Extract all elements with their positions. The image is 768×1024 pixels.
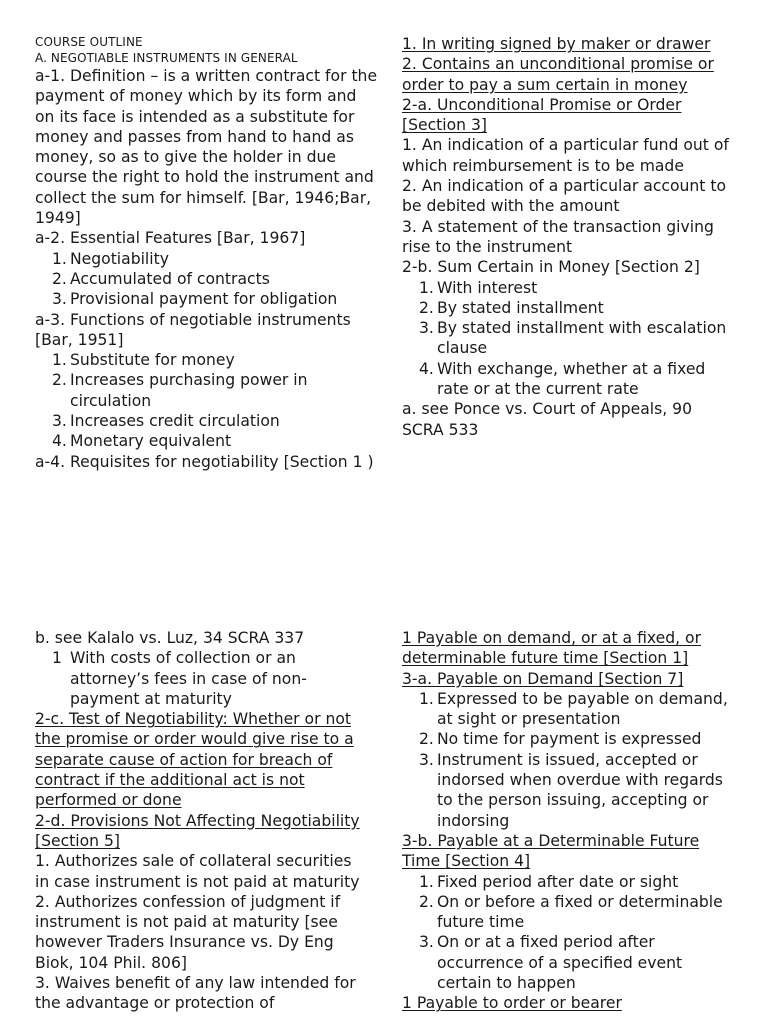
definition-paragraph: a-1. Definition – is a written contract for the payment of money which by its form and on its face is intended as a substitute for money and passes from hand to hand as money, so as to give the holder in due course the right to hold the instrument and collect the sum for himself. [Bar, 1946;Bar, 1949] (35, 67, 378, 228)
list-item: 4. Monetary equivalent (52, 432, 232, 451)
requisite-2: 2. Contains an unconditional promise or order to pay a sum certain in money (402, 55, 714, 94)
requisite-1: 1. In writing signed by maker or drawer (402, 35, 711, 53)
list-item: 1. Expressed to be payable on demand, at sight or presentation (419, 689, 728, 729)
list-item: 1. With interest (419, 278, 538, 297)
list-item: 2. Increases purchasing power in circulation (52, 371, 308, 410)
list-item: 3. On or at a fixed period after occurrence of a specified event certain to happen (419, 933, 683, 993)
provisions-heading: 2-d. Provisions Not Affecting Negotiability [Section 5] (35, 811, 360, 850)
column-bottom-left (35, 628, 370, 1014)
list-item: 1. Substitute for money (52, 351, 235, 370)
payable-on-demand-heading: 3-a. Payable on Demand [Section 7] (402, 669, 684, 688)
unconditional-promise-heading: 2-a. Unconditional Promise or Order [Section 3] (402, 95, 682, 135)
paragraph-account: 2. An indication of a particular account to be debited with the amount (402, 177, 727, 216)
payable-on-demand-requisite: 1 Payable on demand, or at a fixed, or determinable future time [Section 1] (402, 629, 701, 668)
paragraph-transaction: 3. A statement of the transaction giving rise to the instrument (402, 217, 714, 256)
list-item: 2. Accumulated of contracts (52, 269, 270, 288)
section-a-heading: A. NEGOTIABLE INSTRUMENTS IN GENERAL (35, 51, 298, 65)
list-item: 3. By stated installment with escalation clause (419, 319, 727, 358)
paragraph-fund: 1. An indication of a particular fund out of which reimbursement is to be made (402, 136, 729, 175)
course-outline-heading: COURSE OUTLINE (35, 35, 143, 49)
provision-3: 3. Waives benefit of any law intended for the advantage or protection of (35, 974, 356, 1013)
sum-certain-heading: 2-b. Sum Certain in Money [Section 2] (402, 258, 700, 277)
list-item: 1. Negotiability (52, 249, 169, 268)
ponce-citation: a. see Ponce vs. Court of Appeals, 90 SCRA 533 (402, 400, 693, 439)
requisites-heading: a-4. Requisites for negotiability [Section 1 ) (35, 452, 374, 471)
list-item: 1 With costs of collection or an attorney’s fees in case of non-payment at maturity (52, 649, 307, 708)
list-item: 3. Increases credit circulation (52, 412, 280, 431)
payable-to-order-requisite: 1 Payable to order or bearer (402, 994, 622, 1013)
test-of-negotiability: 2-c. Test of Negotiability: Whether or not the promise or order would give rise to a separate cause of action for breach of contract if the additional act is not performed or done (35, 710, 354, 810)
list-item: 2. On or before a fixed or determinable future time (419, 892, 723, 932)
list-item: 2. No time for payment is expressed (419, 730, 702, 749)
list-item: 4. With exchange, whether at a fixed rate or at the current rate (419, 359, 706, 399)
list-item: 3. Provisional payment for obligation (52, 290, 338, 309)
column-top-right (402, 34, 732, 440)
essential-features-heading: a-2. Essential Features [Bar, 1967] (35, 229, 306, 248)
list-item: 2. By stated installment (419, 298, 604, 317)
column-bottom-right (402, 628, 737, 1014)
provision-2: 2. Authorizes confession of judgment if instrument is not paid at maturity [see however Traders Insurance vs. Dy Eng Biok, 104 Phil. 806] (35, 892, 341, 972)
determinable-future-time-heading: 3-b. Payable at a Determinable Future Time [Section 4] (402, 831, 700, 871)
list-item: 1. Fixed period after date or sight (419, 872, 679, 891)
functions-heading: a-3. Functions of negotiable instruments [Bar, 1951] (35, 310, 351, 349)
kalalo-citation: b. see Kalalo vs. Luz, 34 SCRA 337 (35, 629, 305, 647)
column-top-left (35, 34, 380, 472)
list-item: 3. Instrument is issued, accepted or indorsed when overdue with regards to the person issuing, accepting or indorsing (419, 750, 723, 830)
provision-1: 1. Authorizes sale of collateral securities in case instrument is not paid at maturity (35, 852, 360, 891)
